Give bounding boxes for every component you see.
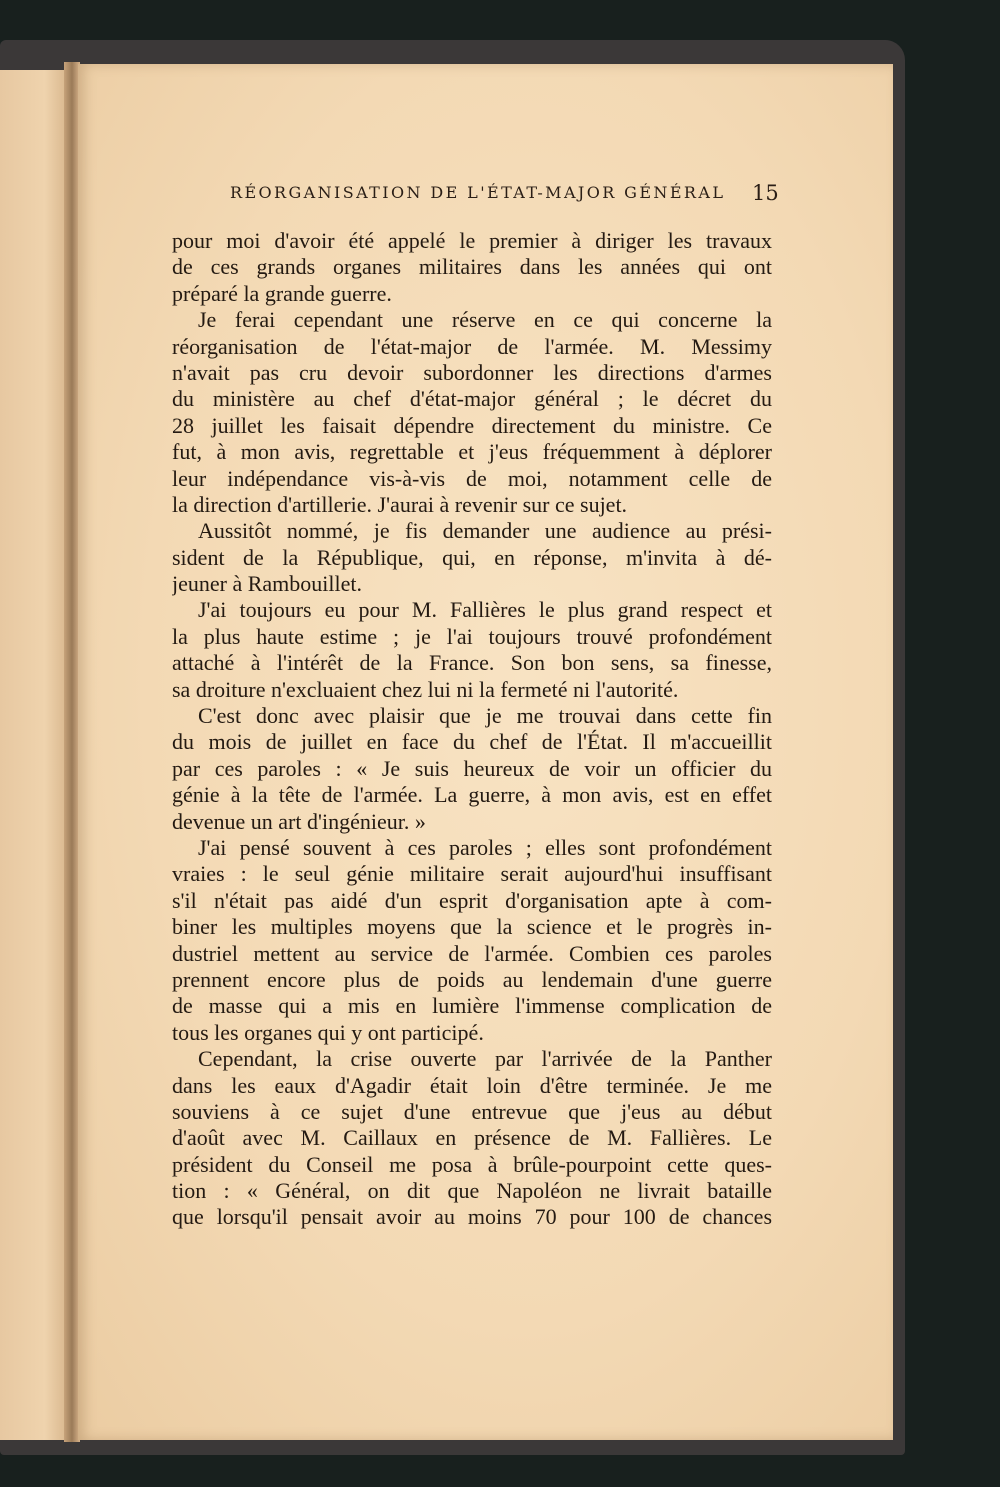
text-line: par ces paroles : « Je suis heureux de voir un officier du (172, 755, 772, 781)
text-line: dustriel mettent au service de l'armée. Combien ces paroles (172, 940, 772, 966)
text-line: Aussitôt nommé, je fis demander une audience au prési- (198, 518, 772, 544)
text-line: que lorsqu'il pensait avoir au moins 70 pour 100 de chances (172, 1204, 772, 1230)
text-line: n'avait pas cru devoir subordonner les directions d'armes (172, 359, 772, 385)
text-line: souviens à ce sujet d'une entrevue que j'eus au début (172, 1098, 772, 1124)
text-line: président du Conseil me posa à brûle-pourpoint cette ques- (172, 1151, 772, 1177)
running-head: RÉORGANISATION DE L'ÉTAT-MAJOR GÉNÉRAL (230, 183, 726, 202)
text-line: leur indépendance vis-à-vis de moi, notamment celle de (172, 465, 772, 491)
text-line: réorganisation de l'état-major de l'armée. M. Messimy (172, 333, 772, 359)
text-line: devenue un art d'ingénieur. » (172, 808, 426, 834)
text-line: tion : « Général, on dit que Napoléon ne livrait bataille (172, 1178, 772, 1204)
text-line: Je ferai cependant une réserve en ce qui concerne la (198, 307, 772, 333)
text-line: 28 juillet les faisait dépendre directement du ministre. Ce (172, 412, 772, 438)
text-line: Cependant, la crise ouverte par l'arrivée de la Panther (198, 1046, 772, 1072)
text-line: C'est donc avec plaisir que je me trouvai dans cette fin (198, 703, 772, 729)
text-line: de ces grands organes militaires dans les années qui ont (172, 254, 772, 280)
text-line: dans les eaux d'Agadir était loin d'être terminée. Je me (172, 1072, 772, 1098)
text-line: attaché à l'intérêt de la France. Son bon sens, sa finesse, (172, 650, 772, 676)
text-line: préparé la grande guerre. (172, 280, 392, 306)
left-page-edge (0, 70, 64, 1440)
text-line: s'il n'était pas aidé d'un esprit d'organisation apte à com- (172, 887, 772, 913)
page-number: 15 (752, 181, 779, 205)
text-line: sa droiture n'excluaient chez lui ni la fermeté ni l'autorité. (172, 676, 679, 702)
text-line: tous les organes qui y ont participé. (172, 1019, 484, 1045)
text-line: la plus haute estime ; je l'ai toujours trouvé profondément (172, 623, 772, 649)
text-line: la direction d'artillerie. J'aurai à revenir sur ce sujet. (172, 491, 628, 517)
text-line: d'août avec M. Caillaux en présence de M. Fallières. Le (172, 1125, 772, 1151)
text-line: du ministère au chef d'état-major général ; le décret du (172, 386, 772, 412)
text-line: J'ai toujours eu pour M. Fallières le plus grand respect et (198, 597, 772, 623)
text-line: J'ai pensé souvent à ces paroles ; elles sont profondément (198, 834, 772, 860)
text-line: jeuner à Rambouillet. (172, 571, 362, 597)
body-text (172, 228, 772, 1231)
text-line: pour moi d'avoir été appelé le premier à diriger les travaux (172, 228, 772, 253)
text-line: du mois de juillet en face du chef de l'État. Il m'accueillit (172, 729, 772, 755)
text-line: de masse qui a mis en lumière l'immense complication de (172, 993, 772, 1019)
text-line: génie à la tête de l'armée. La guerre, à mon avis, est en effet (172, 782, 772, 808)
text-line: prennent encore plus de poids au lendemain d'une guerre (172, 966, 772, 992)
text-line: sident de la République, qui, en réponse, m'invita à dé- (172, 544, 772, 570)
text-line: fut, à mon avis, regrettable et j'eus fréquemment à déplorer (172, 439, 772, 465)
text-line: biner les multiples moyens que la science et le progrès in- (172, 914, 772, 940)
text-line: vraies : le seul génie militaire serait aujourd'hui insuffisant (172, 861, 772, 887)
